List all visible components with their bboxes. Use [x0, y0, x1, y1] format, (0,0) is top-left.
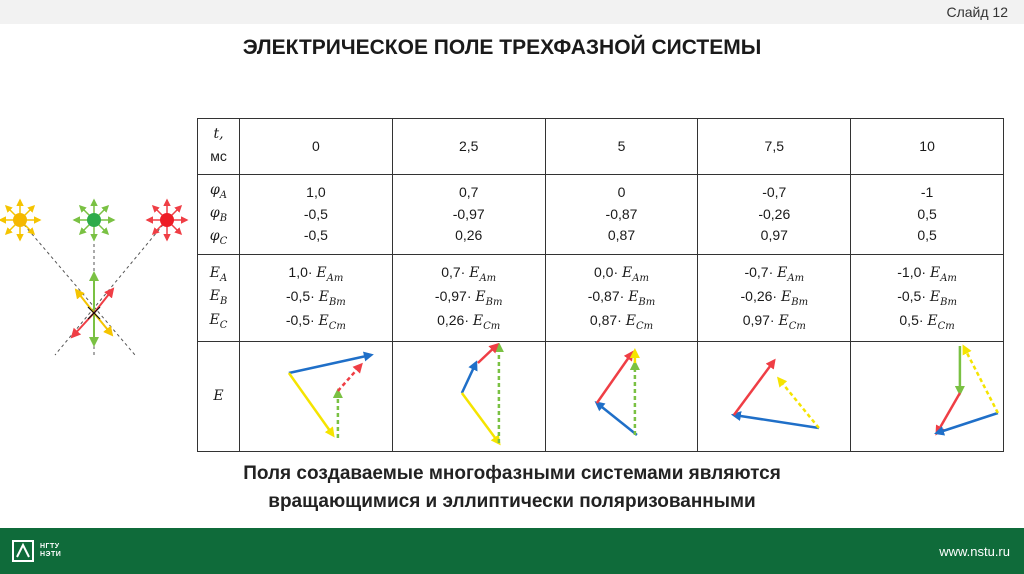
phi-cell: 1,0 -0,5 -0,5 — [240, 175, 393, 255]
e-cell: $1,0\cdot E_{Am}$ $-0,5\cdot E_{Bm}$ $-0,5\cdot E_{Cm}$ — [240, 255, 393, 342]
e-cell: $0,0\cdot E_{Am}$ $-0,87\cdot E_{Bm}$ $0,87\cdot E_{Cm}$ — [545, 255, 698, 342]
footer — [0, 528, 1024, 574]
vector-c-arrow — [478, 345, 497, 363]
slide-title — [0, 36, 1024, 60]
vector-c-arrow — [734, 361, 774, 415]
caption — [0, 460, 1024, 515]
phi-cell: -0,7 -0,26 0,97 — [698, 175, 851, 255]
phi-cell: 0,7 -0,97 0,26 — [392, 175, 545, 255]
vector-diagram-3 — [698, 343, 850, 451]
time-cell: 5 — [545, 119, 698, 175]
vector-b-arrow — [734, 415, 819, 428]
caption-line-2: вращающимися и эллиптически поляризованными — [268, 490, 756, 512]
phi-cell: 0 -0,87 0,87 — [545, 175, 698, 255]
vector-b-arrow — [289, 355, 371, 373]
site-link[interactable]: www.nstu.ru — [939, 544, 1010, 559]
header-t: t, мс — [198, 119, 240, 175]
logo-line-2: НЭТИ — [40, 551, 62, 558]
vector-diagram-0 — [240, 343, 392, 451]
vector-cell — [851, 342, 1004, 452]
vector-a-arrow — [779, 379, 819, 428]
table-row-phi — [198, 175, 1004, 255]
vector-a-arrow — [462, 393, 499, 443]
phase-table — [197, 118, 1004, 452]
caption-line-1: Поля создаваемые многофазными системами являются — [243, 463, 781, 484]
charges-illustration — [0, 185, 190, 360]
university-logo[interactable] — [12, 540, 61, 562]
vector-c-arrow — [596, 353, 631, 403]
slide-title-text: ЭЛЕКТРИЧЕСКОЕ ПОЛЕ ТРЕХФАЗНОЙ СИСТЕМЫ — [242, 36, 762, 59]
time-cell: 2,5 — [392, 119, 545, 175]
vector-a-arrow — [289, 373, 333, 435]
charge-b-icon — [74, 200, 114, 240]
charge-a-icon — [0, 200, 40, 240]
charge-c-icon — [147, 200, 187, 240]
header-e-total: E — [198, 342, 240, 452]
phi-cell: -1 0,5 0,5 — [851, 175, 1004, 255]
header-e: $E_A$ $E_B$ $E_C$ — [198, 255, 240, 342]
table-row-time — [198, 119, 1004, 175]
table-row-vectors — [198, 342, 1004, 452]
vector-cell — [240, 342, 393, 452]
vector-b-arrow — [462, 363, 476, 393]
observation-point-icon — [72, 273, 113, 345]
vector-b-arrow — [596, 403, 636, 435]
vector-cell — [545, 342, 698, 452]
logo-line-1: НГТУ — [40, 543, 60, 551]
time-cell: 7,5 — [698, 119, 851, 175]
header-phi: $\varphi_A$ $\varphi_B$ $\varphi_C$ — [198, 175, 240, 255]
e-cell: $-1,0\cdot E_{Am}$ $-0,5\cdot E_{Bm}$ $0,5\cdot E_{Cm}$ — [851, 255, 1004, 342]
e-cell: $-0,7\cdot E_{Am}$ $-0,26\cdot E_{Bm}$ $0,97\cdot E_{Cm}$ — [698, 255, 851, 342]
slide-number: Слайд 12 — [946, 4, 1008, 20]
vector-diagram-1 — [393, 343, 545, 451]
top-bar — [0, 0, 1024, 24]
time-cell: 0 — [240, 119, 393, 175]
table-row-e — [198, 255, 1004, 342]
vector-diagram-4 — [851, 343, 1003, 451]
time-cell: 10 — [851, 119, 1004, 175]
vector-cell — [698, 342, 851, 452]
vector-diagram-2 — [546, 343, 698, 451]
vector-c-arrow — [338, 365, 361, 391]
e-cell: $0,7\cdot E_{Am}$ $-0,97\cdot E_{Bm}$ $0,26\cdot E_{Cm}$ — [392, 255, 545, 342]
vector-a-arrow — [964, 347, 998, 413]
logo-mark-icon — [12, 540, 34, 562]
vector-cell — [392, 342, 545, 452]
